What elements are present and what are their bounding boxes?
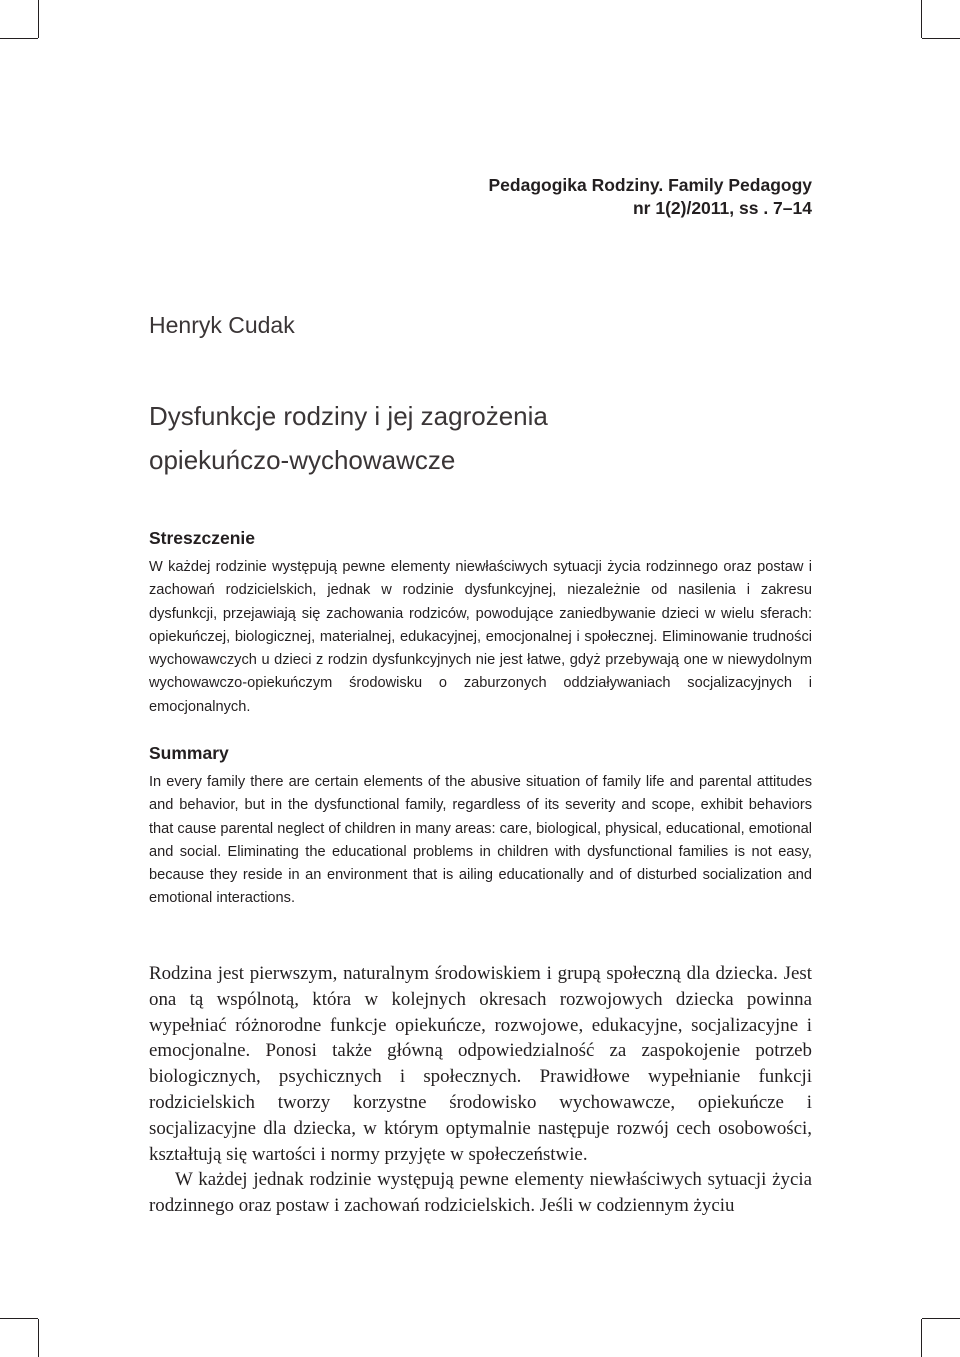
crop-mark-top-left-vertical xyxy=(38,0,39,38)
crop-mark-top-right-horizontal xyxy=(922,38,960,39)
body-paragraph-2: W każdej jednak rodzinie występują pewne elementy niewłaściwych sytuacji życia rodzinnego oraz postaw i zachowań rodzicielskich. Jeśli w codziennym życiu xyxy=(149,1169,812,1217)
article-title xyxy=(149,394,829,482)
crop-mark-bottom-left-vertical xyxy=(38,1319,39,1357)
crop-mark-top-left-horizontal xyxy=(0,38,38,39)
crop-mark-bottom-right-vertical xyxy=(921,1319,922,1357)
crop-mark-bottom-left-horizontal xyxy=(0,1318,38,1319)
streszczenie-heading: Streszczenie xyxy=(149,528,256,548)
summary-text: In every family there are certain elements of the abusive situation of family life and parental attitudes and behavior, but in the dysfunctional family, regardless of its severity and scope, exhibit behaviors that cause parental neglect of children in many areas: care, biological, physical, educational, emotional and social. Eliminating the educational problems in children with dysfunctional families is not easy, because they reside in an environment that is ailing educationally and of disturbed socialization and emotional interactions. xyxy=(149,774,812,907)
author-name: Henryk Cudak xyxy=(149,312,295,338)
article-title-line-2: opiekuńczo-wychowawcze xyxy=(149,445,456,475)
journal-title-line: Pedagogika Rodziny. Family Pedagogy xyxy=(488,175,812,195)
body-paragraph-1: Rodzina jest pierwszym, naturalnym środowiskiem i grupą społeczną dla dziecka. Jest ona tą wspólnotą, która w kolejnych okresach rozwojowych dziecka powinna wypełniać różnorodne funkcje opiekuńcze, rozwojowe, edukacyjne, socjalizacyjne i emocjonalne. Ponosi także główną odpowiedzialność za zaspokojenie potrzeb biologicznych, psychicznych i społecznych. Prawidłowe wypełnianie funkcji rodzicielskich tworzy korzystne środowisko wychowawcze, opiekuńcze i socjalizacyjne dla dziecka, w którym optymalnie następuje rozwój cech osobowości, kształtują się wartości i normy przyjęte w społeczeństwie. xyxy=(149,963,812,1165)
summary-heading: Summary xyxy=(149,743,229,763)
issue-line: nr 1(2)/2011, ss . 7–14 xyxy=(632,198,812,218)
article-body xyxy=(149,961,812,1219)
crop-mark-bottom-right-horizontal xyxy=(922,1318,960,1319)
journal-header xyxy=(212,174,812,220)
article-title-line-1: Dysfunkcje rodziny i jej zagrożenia xyxy=(149,401,548,431)
crop-mark-top-right-vertical xyxy=(921,0,922,38)
streszczenie-text: W każdej rodzinie występują pewne elementy niewłaściwych sytuacji życia rodzinnego oraz postaw i zachowań rodzicielskich, jednak w rodzinie dysfunkcyjnej, niezależnie od nasilenia i zakresu dysfunkcji, przejawiają się zachowania rodziców, powodujące zaniedbywanie dzieci w wielu sferach: opiekuńczej, biologicznej, materialnej, edukacyjnej, emocjonalnej i społecznej. Eliminowanie trudności wychowawczych u dzieci z rodzin dysfunkcyjnych nie jest łatwe, gdyż przebywają one w niewydolnym wychowawczo-opiekuńczym środowisku o zaburzonych oddziaływaniach socjalizacyjnych i emocjonalnych. xyxy=(149,559,812,715)
